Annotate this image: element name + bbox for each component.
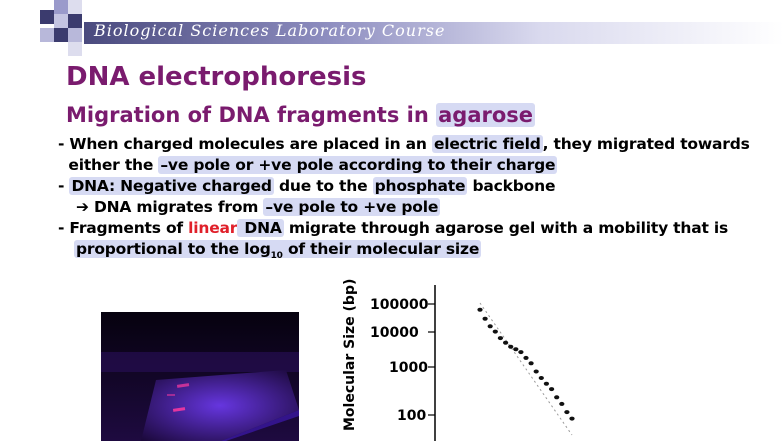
deco-square [68, 28, 82, 42]
data-point [539, 376, 544, 380]
header-title: Biological Sciences Laboratory Course [94, 21, 446, 40]
data-point [559, 402, 564, 406]
data-point [534, 370, 539, 374]
y-tick-label: 1000 [389, 360, 428, 376]
highlight-span: phosphate [374, 177, 466, 195]
arrow-icon: ➔ [76, 198, 89, 216]
data-point [549, 387, 554, 391]
deco-square [68, 42, 82, 56]
data-point [529, 361, 534, 365]
deco-square [68, 0, 82, 14]
data-point [498, 336, 503, 340]
data-point [513, 347, 518, 351]
slide-title: DNA electrophoresis [66, 62, 367, 92]
highlight-span: electric field [433, 135, 541, 153]
y-tick-label: 100 [397, 408, 427, 424]
text-span: - Fragments of [58, 219, 189, 237]
deco-square [40, 10, 54, 24]
data-point [508, 345, 513, 349]
bullet-line-2 [58, 156, 557, 174]
data-point [488, 324, 493, 328]
subscript: 10 [270, 251, 283, 262]
highlight-span: –ve pole to +ve pole [265, 198, 439, 216]
deco-square [40, 28, 54, 42]
text-span: proportional to the log [76, 240, 271, 258]
highlight-span: –ve pole or +ve pole according to their charge [160, 156, 556, 174]
fit-line [480, 303, 572, 435]
deco-square [54, 0, 68, 14]
bullet-line-1 [58, 135, 750, 153]
text-span: either the [58, 156, 159, 174]
gel-image [101, 312, 299, 441]
deco-square [68, 14, 82, 28]
text-span: due to the [273, 177, 373, 195]
gel-photo [101, 312, 299, 441]
scatter-plot [340, 285, 780, 441]
red-text-span: linear [188, 219, 238, 237]
text-span: DNA migrates from [88, 198, 264, 216]
data-points [477, 308, 574, 421]
data-point [564, 410, 569, 414]
data-point [493, 330, 498, 334]
text-span: , they migrated towards [542, 135, 750, 153]
bullet-line-6 [74, 240, 481, 261]
deco-square [54, 28, 68, 42]
bullet-line-5 [58, 219, 728, 237]
text-span: of their molecular size [282, 240, 480, 258]
text-span: migrate through agarose gel with a mobility that is [283, 219, 729, 237]
y-tick-label: 100000 [370, 297, 429, 313]
y-tick-label: 10000 [370, 325, 419, 341]
data-point [569, 417, 574, 421]
highlight-span [74, 240, 481, 262]
slide-subtitle [66, 103, 535, 127]
data-point [477, 308, 482, 312]
deco-square [54, 14, 68, 28]
text-span: - [58, 177, 70, 195]
highlight-span: DNA [239, 219, 282, 237]
y-axis-label: Molecular Size (bp) [342, 278, 358, 431]
data-point [544, 382, 549, 386]
text-span: backbone [467, 177, 556, 195]
highlight-span: DNA: Negative charged [71, 177, 272, 195]
subtitle-highlight: agarose [438, 103, 534, 127]
subtitle-text: Migration of DNA fragments in [66, 103, 437, 127]
data-point [523, 356, 528, 360]
header-bar [84, 16, 784, 50]
bullet-line-4 [76, 198, 440, 216]
data-point [503, 341, 508, 345]
data-point [483, 317, 488, 321]
data-point [554, 395, 559, 399]
data-point [518, 350, 523, 354]
text-span: - When charged molecules are placed in an [58, 135, 432, 153]
bullet-line-3 [58, 177, 555, 195]
